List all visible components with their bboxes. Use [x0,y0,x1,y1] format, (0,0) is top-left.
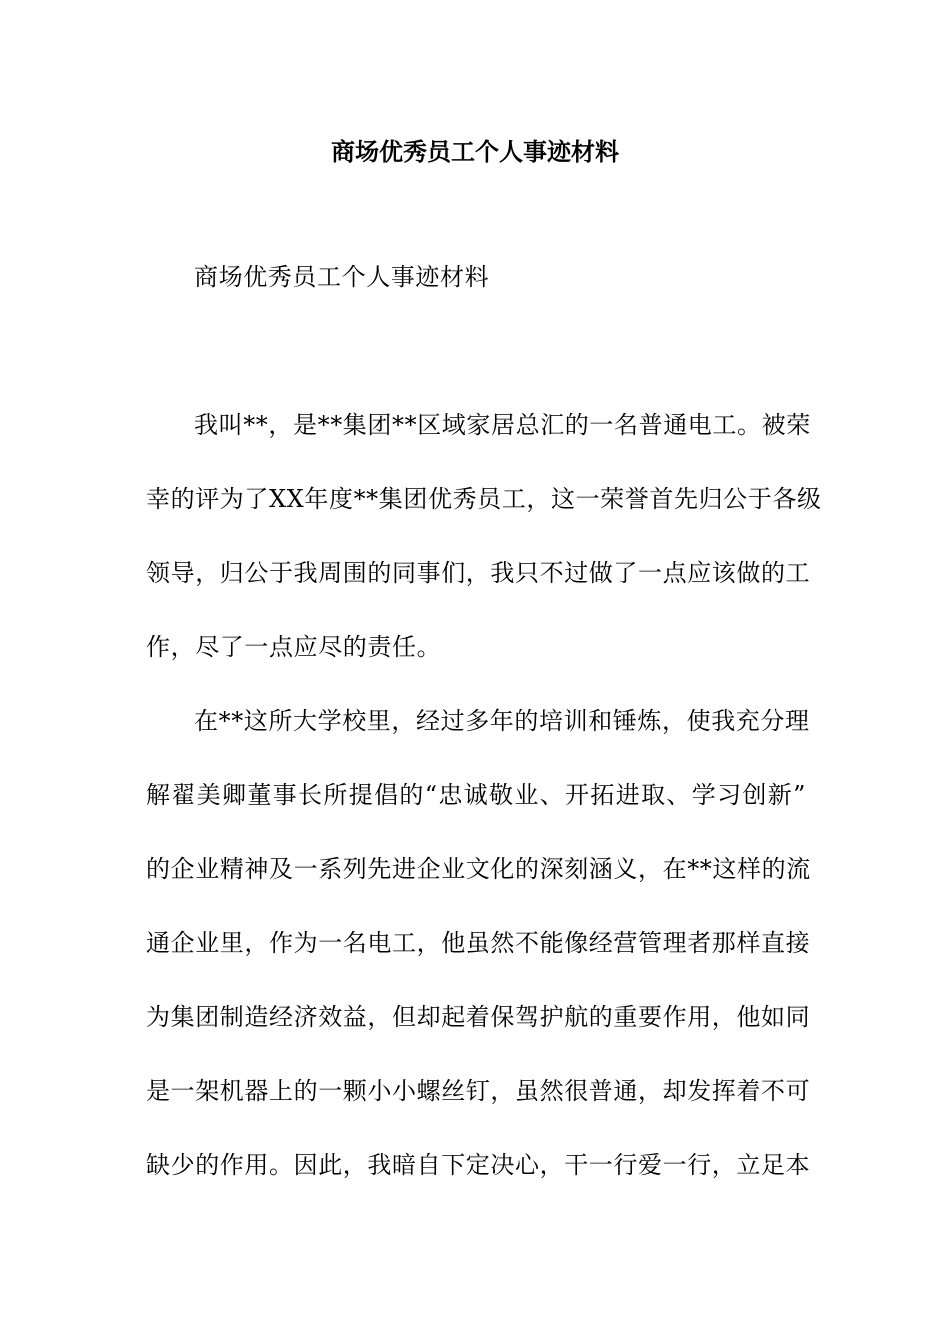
document-title: 商场优秀员工个人事迹材料 [331,137,619,166]
paragraph-2-line-5: 为集团制造经济效益，但却起着保驾护航的重要作用，他如同 [146,1003,811,1031]
paragraph-1-line-1: 我叫**，是**集团**区域家居总汇的一名普通电工。被荣 [194,411,811,439]
paragraph-2-line-6: 是一架机器上的一颗小小螺丝钉，虽然很普通，却发挥着不可 [146,1077,811,1105]
document-subtitle: 商场优秀员工个人事迹材料 [194,263,490,291]
paragraph-2-line-7: 缺少的作用。因此，我暗自下定决心，干一行爱一行，立足本 [146,1151,811,1179]
paragraph-1-line-2: 幸的评为了XX年度**集团优秀员工，这一荣誉首先归公于各级 [146,485,822,513]
paragraph-2-line-3: 的企业精神及一系列先进企业文化的深刻涵义，在**这样的流 [146,855,811,883]
paragraph-2-line-1: 在**这所大学校里，经过多年的培训和锤炼，使我充分理 [194,707,810,735]
paragraph-2-line-2: 解翟美卿董事长所提倡的“忠诚敬业、开拓进取、学习创新” [146,781,806,809]
paragraph-1-line-4: 作，尽了一点应尽的责任。 [146,633,442,661]
paragraph-2-line-4: 通企业里，作为一名电工，他虽然不能像经营管理者那样直接 [146,929,811,957]
paragraph-1-line-3: 领导，归公于我周围的同事们，我只不过做了一点应该做的工 [146,559,811,587]
